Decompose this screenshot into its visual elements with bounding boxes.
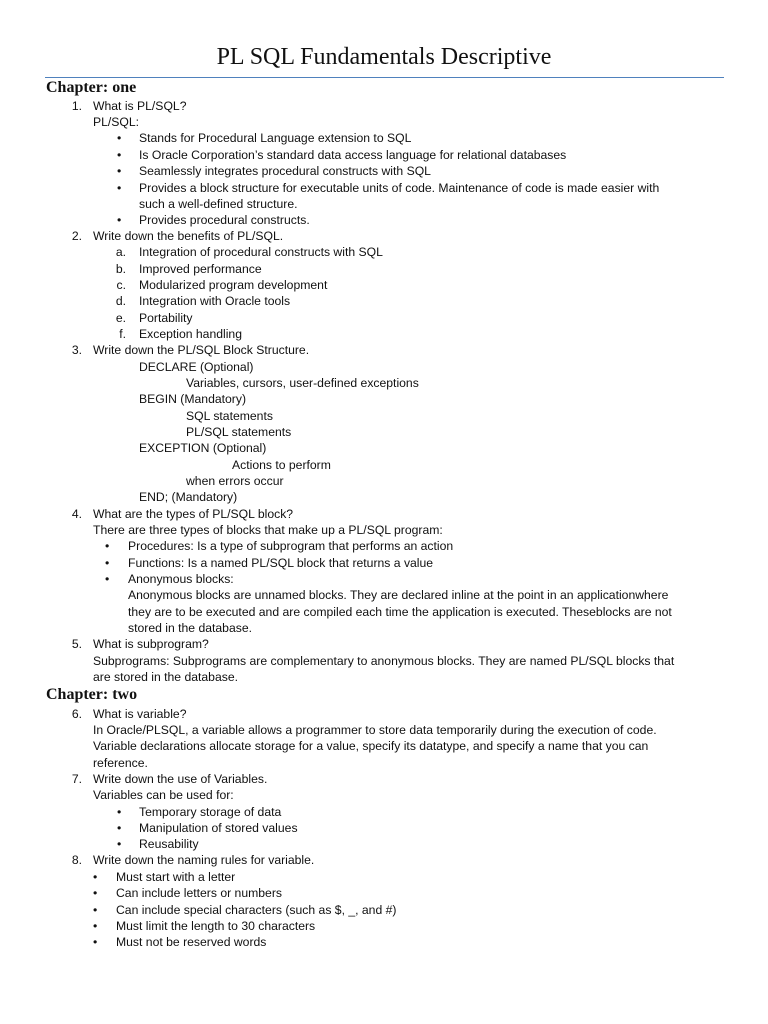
chapter-heading: Chapter: two — [46, 686, 138, 703]
list-item: Integration of procedural constructs with SQL — [139, 245, 383, 259]
block-structure-line: DECLARE (Optional) — [139, 360, 254, 374]
question-text: Write down the benefits of PL/SQL. — [93, 229, 284, 243]
block-structure-line: END; (Mandatory) — [139, 490, 238, 504]
bullet-item: Stands for Procedural Language extension to SQL — [139, 131, 412, 145]
bullet-icon: • — [117, 821, 122, 835]
block-structure-line: PL/SQL statements — [186, 425, 292, 439]
block-structure-line: BEGIN (Mandatory) — [139, 392, 247, 406]
chapter-heading: Chapter: one — [46, 79, 137, 96]
bullet-icon: • — [117, 131, 122, 145]
question-number: 6. — [71, 707, 82, 721]
block-structure-line: EXCEPTION (Optional) — [139, 441, 267, 455]
document-title: PL SQL Fundamentals Descriptive — [216, 44, 552, 70]
bullet-item: Must limit the length to 30 characters — [116, 919, 316, 933]
question-number: 5. — [71, 637, 82, 651]
bullet-item: Functions: Is a named PL/SQL block that returns a value — [128, 556, 434, 570]
paragraph-line: reference. — [93, 756, 148, 770]
title-underline — [45, 77, 724, 78]
paragraph-line: they are to be executed and are compiled each time the application is executed. Theseblocks are not — [128, 605, 672, 619]
bullet-icon: • — [117, 805, 122, 819]
block-structure-line: when errors occur — [186, 474, 284, 488]
list-letter: c. — [116, 278, 126, 292]
question-text: Write down the PL/SQL Block Structure. — [93, 343, 310, 357]
list-item: Integration with Oracle tools — [139, 294, 291, 308]
bullet-icon: • — [117, 148, 122, 162]
answer-lead: Variables can be used for: — [93, 788, 234, 802]
bullet-icon: • — [105, 539, 110, 553]
bullet-item: Is Oracle Corporation’s standard data access language for relational databases — [139, 148, 567, 162]
list-item: Portability — [139, 311, 193, 325]
bullet-item: Seamlessly integrates procedural constructs with SQL — [139, 164, 431, 178]
list-letter: d. — [115, 294, 126, 308]
bullet-icon: • — [105, 572, 110, 586]
bullet-icon: • — [93, 935, 98, 949]
block-structure-line: Variables, cursors, user-defined exceptions — [186, 376, 419, 390]
bullet-item: Provides procedural constructs. — [139, 213, 310, 227]
bullet-icon: • — [117, 164, 122, 178]
question-text: Write down the use of Variables. — [93, 772, 268, 786]
list-letter: e. — [115, 311, 126, 325]
question-number: 7. — [71, 772, 82, 786]
bullet-icon: • — [93, 919, 98, 933]
bullet-icon: • — [117, 213, 122, 227]
bullet-item: Anonymous blocks: — [128, 572, 234, 586]
bullet-item: Reusability — [139, 837, 199, 851]
answer-lead: PL/SQL: — [93, 115, 140, 129]
bullet-item: Provides a block structure for executable units of code. Maintenance of code is made easier with — [139, 181, 660, 195]
paragraph-line: Anonymous blocks are unnamed blocks. They are declared inline at the point in an applicationwhere — [128, 588, 669, 602]
list-item: Exception handling — [139, 327, 242, 341]
bullet-icon: • — [117, 837, 122, 851]
question-number: 1. — [71, 99, 82, 113]
paragraph-line: are stored in the database. — [93, 670, 238, 684]
list-item: Modularized program development — [139, 278, 328, 292]
question-number: 3. — [71, 343, 82, 357]
list-letter: f. — [119, 327, 126, 341]
list-item: Improved performance — [139, 262, 262, 276]
list-letter: b. — [115, 262, 126, 276]
question-text: What is subprogram? — [93, 637, 209, 651]
bullet-icon: • — [105, 556, 110, 570]
question-number: 8. — [71, 853, 82, 867]
answer-lead: There are three types of blocks that make up a PL/SQL program: — [93, 523, 443, 537]
paragraph-line: In Oracle/PLSQL, a variable allows a programmer to store data temporarily during the execution of code. — [93, 723, 657, 737]
question-text: Write down the naming rules for variable. — [93, 853, 315, 867]
bullet-icon: • — [93, 903, 98, 917]
block-structure-line: Actions to perform — [232, 458, 331, 472]
bullet-item: Temporary storage of data — [139, 805, 282, 819]
bullet-icon: • — [93, 870, 98, 884]
question-text: What is variable? — [93, 707, 187, 721]
question-number: 2. — [71, 229, 82, 243]
bullet-item: Can include letters or numbers — [116, 886, 282, 900]
paragraph-line: stored in the database. — [128, 621, 252, 635]
block-structure-line: SQL statements — [186, 409, 273, 423]
paragraph-line: Subprograms: Subprograms are complementary to anonymous blocks. They are named PL/SQL blocks that — [93, 654, 675, 668]
bullet-icon: • — [117, 181, 122, 195]
question-number: 4. — [71, 507, 82, 521]
bullet-item: Manipulation of stored values — [139, 821, 298, 835]
bullet-item-continued: such a well-defined structure. — [139, 197, 298, 211]
bullet-item: Must not be reserved words — [116, 935, 267, 949]
bullet-item: Can include special characters (such as $, _, and #) — [116, 903, 397, 917]
bullet-item: Must start with a letter — [116, 870, 236, 884]
paragraph-line: Variable declarations allocate storage for a value, specify its datatype, and specify a name that you can — [93, 739, 649, 753]
bullet-icon: • — [93, 886, 98, 900]
list-letter: a. — [115, 245, 126, 259]
question-text: What are the types of PL/SQL block? — [93, 507, 294, 521]
question-text: What is PL/SQL? — [93, 99, 187, 113]
bullet-item: Procedures: Is a type of subprogram that performs an action — [128, 539, 454, 553]
